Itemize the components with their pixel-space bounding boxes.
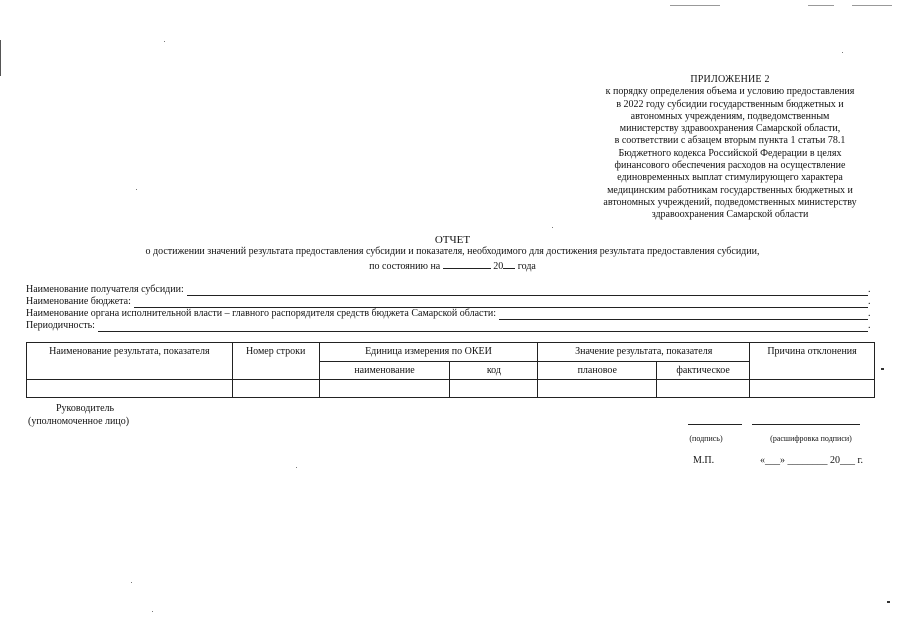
scan-speck [164, 41, 165, 42]
field-end-dot: . [868, 284, 871, 295]
table-cell[interactable] [657, 380, 750, 398]
signatory-block [28, 403, 129, 428]
field-authority [26, 308, 872, 320]
header-unit: Единица измерения по ОКЕИ [319, 343, 538, 362]
appendix-line: финансового обеспечения расходов на осуществление [614, 160, 846, 172]
field-label: Наименование органа исполнительной власти – главного распорядителя средств бюджета Самарской области: [26, 308, 496, 319]
field-label: Наименование бюджета: [26, 296, 131, 307]
table-row [27, 380, 875, 398]
field-recipient [26, 284, 872, 296]
signatory-head: Руководитель [56, 403, 115, 414]
year-blank[interactable] [503, 259, 515, 269]
scan-line [670, 5, 720, 6]
scan-speck [887, 601, 890, 603]
scan-speck [296, 467, 297, 468]
table-cell[interactable] [319, 380, 450, 398]
table-cell[interactable] [538, 380, 657, 398]
signature-caption: (подпись) [689, 434, 723, 443]
date-year: 20 [493, 260, 504, 272]
date-prefix: по состоянию на [369, 260, 441, 272]
appendix-line: единовременных выплат стимулирующего характера [617, 172, 843, 184]
report-title: ОТЧЕТ [434, 234, 471, 246]
signatory-note: (уполномоченное лицо) [28, 415, 130, 427]
scan-speck [152, 611, 153, 612]
field-end-dot: . [868, 296, 871, 307]
field-input-recipient[interactable] [187, 286, 868, 296]
appendix-line: автономных учреждений, подведомственных министерству [603, 196, 857, 208]
scan-speck [131, 582, 132, 583]
scan-mark [0, 40, 1, 76]
report-subtitle-block [0, 246, 905, 273]
signature-line[interactable] [688, 424, 742, 425]
field-periodicity [26, 320, 872, 332]
header-unit-name: наименование [319, 362, 450, 380]
appendix-line: Бюджетного кодекса Российской Федерации в целях [618, 147, 842, 159]
header-result: Наименование результата, показателя [27, 343, 233, 380]
appendix-line: министерству здравоохранения Самарской области, [619, 123, 841, 135]
signature-date[interactable]: «___» ________ 20___ г. [760, 455, 863, 466]
appendix-line: автономных учреждениям, подведомственным [630, 110, 830, 122]
field-input-periodicity[interactable] [98, 322, 868, 332]
stamp-label: М.П. [693, 455, 715, 466]
table-cell[interactable] [450, 380, 538, 398]
appendix-line: в 2022 году субсидии государственным бюджетных и [616, 98, 844, 110]
appendix-line: к порядку определения объема и условию предоставления [605, 86, 855, 98]
table-cell[interactable] [27, 380, 233, 398]
field-input-budget[interactable] [134, 298, 868, 308]
field-end-dot: . [868, 320, 871, 331]
field-input-authority[interactable] [499, 310, 868, 320]
header-value: Значение результата, показателя [538, 343, 750, 362]
scan-line [808, 5, 834, 6]
header-value-plan: плановое [538, 362, 657, 380]
header-row-number: Номер строки [232, 343, 319, 380]
field-label: Периодичность: [26, 320, 95, 331]
appendix-block [580, 74, 880, 222]
scan-speck [842, 52, 843, 53]
date-blank[interactable] [443, 259, 491, 269]
scan-speck [552, 227, 553, 228]
field-label: Наименование получателя субсидии: [26, 284, 184, 295]
table-cell[interactable] [750, 380, 875, 398]
report-subtitle: о достижении значений результата предоставления субсидии и показателя, необходимого для достижения результата предоставления субсидии, [145, 246, 760, 257]
appendix-title: ПРИЛОЖЕНИЕ 2 [690, 74, 770, 85]
scan-speck [881, 368, 884, 370]
field-end-dot: . [868, 308, 871, 319]
header-reason: Причина отклонения [750, 343, 875, 380]
decode-caption: (расшифровка подписи) [770, 434, 852, 443]
table-cell[interactable] [232, 380, 319, 398]
signature-decode-line[interactable] [752, 424, 860, 425]
report-table [26, 342, 875, 398]
appendix-line: медицинским работникам государственных бюджетных и [607, 184, 853, 196]
header-unit-code: код [450, 362, 538, 380]
header-value-fact: фактическое [657, 362, 750, 380]
appendix-line: здравоохранения Самарской области [651, 209, 809, 221]
scan-line [852, 5, 892, 6]
report-date-line [0, 259, 905, 274]
scan-speck [136, 189, 137, 190]
date-suffix: года [517, 260, 536, 272]
appendix-line: в соответствии с абзацем вторым пункта 1 статьи 78.1 [614, 135, 846, 147]
field-budget [26, 296, 872, 308]
